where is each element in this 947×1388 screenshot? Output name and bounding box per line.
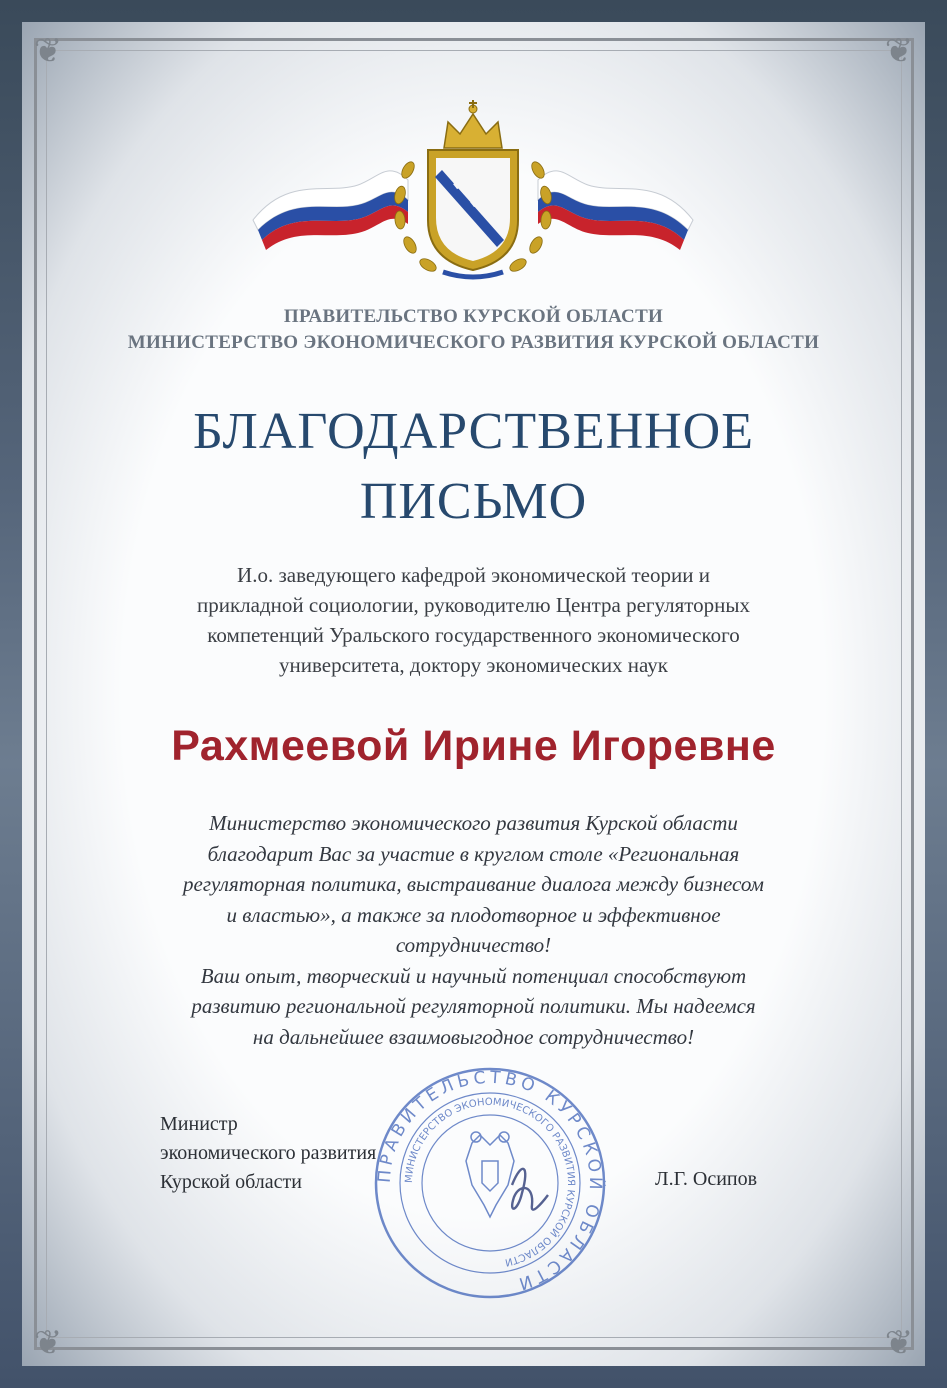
body-line: Ваш опыт, творческий и научный потенциал способствуют — [200, 963, 747, 988]
official-seal-icon — [372, 1065, 608, 1301]
addressee-line: прикладной социологии, руководителю Центра регуляторных — [197, 593, 750, 617]
body-line: регуляторная политика, выстраивание диалога между бизнесом — [183, 872, 764, 896]
kursk-coat-of-arms-icon — [248, 100, 698, 285]
corner-ornament-icon: ❦ — [884, 1325, 914, 1362]
document-title-line1: БЛАГОДАРСТВЕННОЕ — [192, 403, 754, 460]
signatory-name: Л.Г. Осипов — [655, 1168, 758, 1190]
signatory-title — [160, 1110, 376, 1197]
recipient-name: Рахмеевой Ирине Игоревне — [171, 722, 776, 770]
body-line: Министерство экономического развития Курской области — [209, 811, 738, 835]
seal-inner-text: МИНИСТЕРСТВО ЭКОНОМИЧЕСКОГО РАЗВИТИЯ КУРСКОЙ ОБЛАСТИ — [403, 1096, 577, 1268]
body-line: благодарит Вас за участие в круглом столе «Региональная — [207, 841, 740, 866]
double-headed-eagle-icon — [466, 1132, 514, 1217]
seal-outer-text: ПРАВИТЕЛЬСТВО КУРСКОЙ ОБЛАСТИ — [374, 1067, 606, 1295]
signature-mark — [512, 1169, 548, 1210]
signatory-title-line: экономического развития — [160, 1142, 377, 1164]
svg-text:МИНИСТЕРСТВО ЭКОНОМИЧЕСКОГО РА — [404, 1097, 576, 1268]
signatory-title-line: Министр — [160, 1113, 238, 1135]
tricolor-ribbon-left-icon — [253, 171, 408, 250]
addressee-line: компетенций Уральского государственного экономического — [207, 623, 740, 647]
body-line: и властью», а также за плодотворное и эффективное — [226, 902, 721, 927]
addressee-position — [120, 560, 827, 680]
ministry-header: МИНИСТЕРСТВО ЭКОНОМИЧЕСКОГО РАЗВИТИЯ КУРСКОЙ ОБЛАСТИ — [127, 332, 820, 353]
corner-ornament-icon: ❦ — [884, 33, 914, 70]
body-line: развитию региональной регуляторной политики. Мы надеемся — [191, 994, 756, 1018]
gratitude-text — [110, 808, 837, 1052]
document-title-line2: ПИСЬМО — [359, 473, 588, 530]
corner-ornament-icon: ❦ — [33, 33, 63, 70]
signatory-title-line: Курской области — [160, 1171, 302, 1193]
tricolor-ribbon-right-icon — [538, 171, 693, 250]
corner-ornament-icon: ❦ — [33, 1325, 63, 1362]
government-header: ПРАВИТЕЛЬСТВО КУРСКОЙ ОБЛАСТИ — [283, 306, 664, 327]
addressee-line: И.о. заведующего кафедрой экономической теории и — [237, 563, 710, 587]
body-line: сотрудничество! — [395, 933, 552, 957]
addressee-line: университета, доктору экономических наук — [278, 653, 668, 677]
body-line: на дальнейшее взаимовыгодное сотрудничество! — [252, 1024, 695, 1049]
